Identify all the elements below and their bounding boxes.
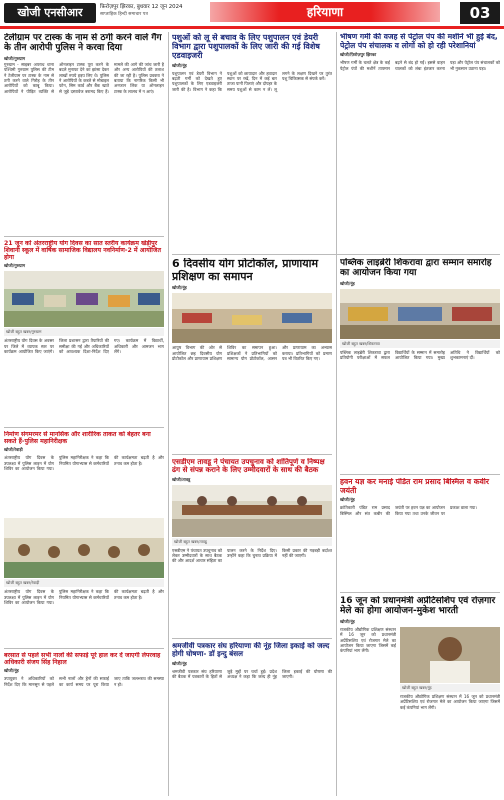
headline: टेलीग्राम पर टास्क के नाम से ठगी करने वाले गैंग के तीन आरोपी पुलिस ने करवा दिया — [4, 33, 162, 54]
headline: पब्लिक लाइब्रेरी शिकरावा द्वारा सम्मान समारोह का आयोजन किया गया — [340, 258, 492, 279]
dateline: खोजी/नूंह — [4, 668, 19, 674]
story-divider — [4, 236, 164, 237]
dateline: खोजी/गुरुग्राम — [4, 263, 26, 269]
headline: भीषण गर्मी की वजह से पेट्रोल पंप की मशीनें भी हुई बंद, पेट्रोल पंप संचालक व लोगों को हो रही परेशानियां — [340, 33, 498, 50]
story-district-left — [4, 431, 164, 645]
headline: 21 जून को अंतरराष्ट्रीय योग दिवस का सात स्तरीय कार्यक्रम खेड़ीपुर शिवानी स्कूल में वार्षिक सामाजिक विद्यालय नवनिर्माण-2 में आयोजित होगा — [4, 240, 162, 262]
story-divider — [340, 474, 500, 475]
photo-sdm-meeting — [172, 485, 332, 537]
dateline: खोजी/नूंह — [172, 660, 187, 666]
column-divider — [168, 32, 169, 796]
article-body: एसडीएम ने पंचायत उपचुनाव को लेकर उम्मीदवारों के साथ बैठक की और आदर्श आचार संहिता का पालन करने के निर्देश दिए। उन्होंने कहा कि चुनाव प्रक्रिया में किसी प्रकार की गड़बड़ी बर्दाश्त नहीं की जाएगी। — [172, 547, 332, 564]
photo-caption: खोजी बहुत खबर/रेवाड़ी — [4, 579, 164, 587]
photo-caption: खोजी बहुत खबर/तावडू — [172, 538, 332, 546]
story-divider — [340, 592, 500, 593]
page-number: 03 — [460, 2, 500, 24]
article-body: श्रमजीवी पत्रकार संघ हरियाणा की बैठक में पत्रकारों के हितों से जुड़े मुद्दों पर चर्चा हुई। प्रदेश अध्यक्ष ने कहा कि जल्द ही नूंह जिला इकाई की घोषणा की जाएगी। — [172, 668, 332, 679]
masthead-rule — [0, 26, 504, 29]
dateline: खोजी/गुरुग्राम — [4, 55, 26, 61]
story-center-bottom — [172, 642, 332, 796]
article-body: अंतरराष्ट्रीय योग दिवस के अवसर पर जिले में व्यापक स्तर पर कार्यक्रम आयोजित किए जाएंगे। जिला प्रशासन द्वारा तैयारियों की समीक्षा की गई और अधिकारियों को आवश्यक दिशा-निर्देश दिए गए। कार्यक्रम में विद्यार्थी, अधिकारी और आमजन भाग लेंगे। — [4, 338, 164, 355]
brand-logo: खोजी एनसीआर — [4, 3, 96, 23]
story-right-library — [340, 258, 500, 470]
photo-caption: खोजी बहुत खबर/शिकरावा — [340, 340, 500, 348]
headline: हवन यज्ञ कर मनाई पंडित राम प्रसाद बिस्मिल व कवीर जयंती — [340, 478, 489, 495]
article-body: अंतरराष्ट्रीय योग दिवस के उपलक्ष्य में पुलिस लाइन में योग शिविर का आयोजन किया गया। पुलिस महानिरीक्षक ने कहा कि नियमित योगाभ्यास से कर्मचारियों की कार्यक्षमता बढ़ती है और तनाव कम होता है। — [4, 589, 164, 606]
article-body: भीषण गर्मी के चलते क्षेत्र के कई पेट्रोल पंपों की मशीनें तापमान बढ़ने से बंद हो गईं। इससे वाहन चालकों को लंबा इंतजार करना पड़ा और पेट्रोल पंप संचालकों को भी नुकसान उठाना पड़ा। — [340, 60, 500, 71]
article-body: उपायुक्त ने अधिकारियों को निर्देश दिए कि मानसून से पहले सभी नालों और ड्रेनों की सफाई का कार्य समय पर पूरा किया जाए ताकि जलभराव की समस्या न हो। — [4, 676, 164, 687]
photo-block — [400, 627, 500, 747]
article-body: गुरुग्राम - साइबर अपराध थाना पश्चिमी गुरुग्राम पुलिस की टीम ने टेलीग्राम पर टास्क के नाम से ठगी करने वाले गिरोह के तीन आरोपियों को काबू किया। आरोपियों ने पीड़ित व्यक्ति से ऑनलाइन टास्क पूरा करने के बदले मुनाफा देने का झांसा देकर लाखों रुपये हड़प लिए थे। पुलिस ने आरोपियों के कब्जे से मोबाइल फोन, सिम कार्ड और बैंक खाते से जुड़े दस्तावेज बरामद किए हैं। मामले की आगे की जांच जारी है और अन्य आरोपियों की तलाश की जा रही है। पुलिस प्रवक्ता ने बताया कि नागरिक किसी भी अनजान लिंक या ऑनलाइन टास्क के लालच में न आएं। — [4, 61, 164, 94]
photo-yoga-event — [4, 271, 164, 327]
dateline: खोजी/तावडू — [172, 476, 191, 482]
masthead — [0, 0, 504, 30]
article-body: अंतरराष्ट्रीय योग दिवस के उपलक्ष्य में पुलिस लाइन में योग शिविर का आयोजन किया गया। पुलिस महानिरीक्षक ने कहा कि नियमित योगाभ्यास से कर्मचारियों की कार्यक्षमता बढ़ती है और तनाव कम होता है। — [4, 455, 164, 472]
dateline: खोजी/नूंह — [340, 618, 355, 624]
story-divider — [172, 454, 332, 455]
story-divider — [172, 254, 500, 255]
edition-note: साप्ताहिक हिन्दी समाचार पत्र — [100, 12, 148, 17]
masthead-meta — [100, 4, 210, 18]
photo-caption: खोजी बहुत खबर/नूंह — [400, 684, 500, 692]
story-divider — [4, 427, 164, 428]
headline: 6 दिवसीय योग प्रोटोकॉल, प्राणायाम प्रशिक्षण का समापन — [172, 258, 319, 283]
photo-police-yoga — [4, 518, 164, 578]
article-body: राजकीय औद्योगिक प्रशिक्षण संस्थान में 16 जून को प्रधानमंत्री अप्रेंटिसशिप एवं रोजगार मेले का आयोजन किया जाएगा जिसमें कई कंपनियां भाग लेंगी। — [400, 693, 500, 710]
photo-yoga-training — [172, 293, 332, 343]
column-divider — [336, 32, 337, 796]
story-divider — [4, 648, 164, 649]
place-date: फ़िरोज़पुर झिरका, बुधवार 12 जून 2024 — [100, 4, 183, 10]
story-right-bottom — [340, 596, 500, 796]
dateline: खोजी/नूंह — [172, 62, 187, 68]
story-bottom-left — [4, 652, 164, 796]
article-body: आयुष विभाग की ओर से आयोजित छह दिवसीय योग प्रोटोकॉल और प्राणायाम प्रशिक्षण शिविर का समापन हुआ। प्रशिक्षकों ने प्रतिभागियों को सामान्य योग प्रोटोकॉल, आसन और प्राणायाम का अभ्यास कराया। प्रतिभागियों को प्रमाण पत्र भी वितरित किए गए। — [172, 345, 332, 362]
dateline: खोजी/नूंह — [172, 285, 187, 291]
headline: निर्माण संगमरमर से मानसिक और शारीरिक ताकत को बेहतर बना सकते हैं-पुलिस महानिरीक्षक — [4, 431, 151, 446]
photo-caption: खोजी बहुत खबर/गुरुग्राम — [4, 328, 164, 336]
story-right-hawan — [340, 478, 500, 588]
story-row — [340, 627, 500, 747]
story-right-top — [340, 33, 500, 251]
dateline: खोजी/रेवाड़ी — [4, 447, 23, 453]
story-center-top — [172, 33, 332, 251]
article-body: राजकीय औद्योगिक प्रशिक्षण संस्थान में 16 जून को प्रधानमंत्री अप्रेंटिसशिप एवं रोजगार मेले का आयोजन किया जाएगा जिसमें कई कंपनियां भाग लेंगी। — [340, 626, 396, 654]
headline: 16 जून को प्रधानमंत्री अप्रेंटिसशिप एवं रोज़गार मेले का होगा आयोजन-मुकेश भारती — [340, 596, 496, 617]
story-lead-left — [4, 33, 164, 233]
article-body: पब्लिक लाइब्रेरी शिकरावा द्वारा प्रतियोगी परीक्षाओं में सफल विद्यार्थियों के सम्मान में समारोह आयोजित किया गया। मुख्य अतिथि ने विद्यार्थियों को शुभकामनाएं दीं। — [340, 349, 500, 361]
headline: बरसात से पहले सभी नालों की सफाई पूरे हाल कर दें जाएगी लेपरवाह अधिकारी संजय सिंह निहाल — [4, 652, 161, 667]
section-title: हरियाणा — [210, 2, 440, 22]
story-center-meeting — [172, 458, 332, 634]
dateline: खोजी/नूंह — [340, 497, 355, 503]
headline: पशुओं को लू से बचाव के लिए पशुपालन एवं डेयरी विभाग द्वारा पशुपालकों के लिए जारी की गई विशेष एडवाइजरी — [172, 33, 320, 61]
dateline: खोजी/फ़िरोज़पुर झिरका — [340, 52, 377, 58]
article-body: पशुपालन एवं डेयरी विभाग ने बढ़ती गर्मी को देखते हुए पशुपालकों के लिए एडवाइजरी जारी की है। विभाग ने कहा कि पशुओं को छायादार और हवादार स्थान पर रखें, दिन में कई बार ताजा पानी पिलाएं और दोपहर के समय पशुओं से काम न लें। लू लगने के लक्षण दिखने पर तुरंत पशु चिकित्सक से संपर्क करें। — [172, 70, 332, 92]
photo-library-event — [340, 289, 500, 339]
story-center-yoga — [172, 258, 332, 450]
dateline: खोजी/नूंह — [340, 280, 355, 286]
photo-official-portrait — [400, 627, 500, 683]
story-divider — [172, 638, 332, 639]
headline: श्रमजीवी पत्रकार संघ हरियाणा की नूंह जिला इकाई को जल्द होगी घोषणा- डॉ इन्दु बंसल — [172, 642, 330, 659]
headline: एसडीएम तावडू ने पंचायत उपचुनाव को शांतिपूर्ण व निष्पक्ष ढंग से संपन्न कराने के लिए उम्मीदवारों के साथ की बैठक — [172, 458, 325, 475]
story-yoga-left — [4, 240, 164, 424]
article-body: क्रांतिकारी पंडित राम प्रसाद बिस्मिल और संत कबीर की जयंती पर हवन यज्ञ का आयोजन किया गया तथा उनके जीवन पर प्रकाश डाला गया। — [340, 505, 477, 516]
